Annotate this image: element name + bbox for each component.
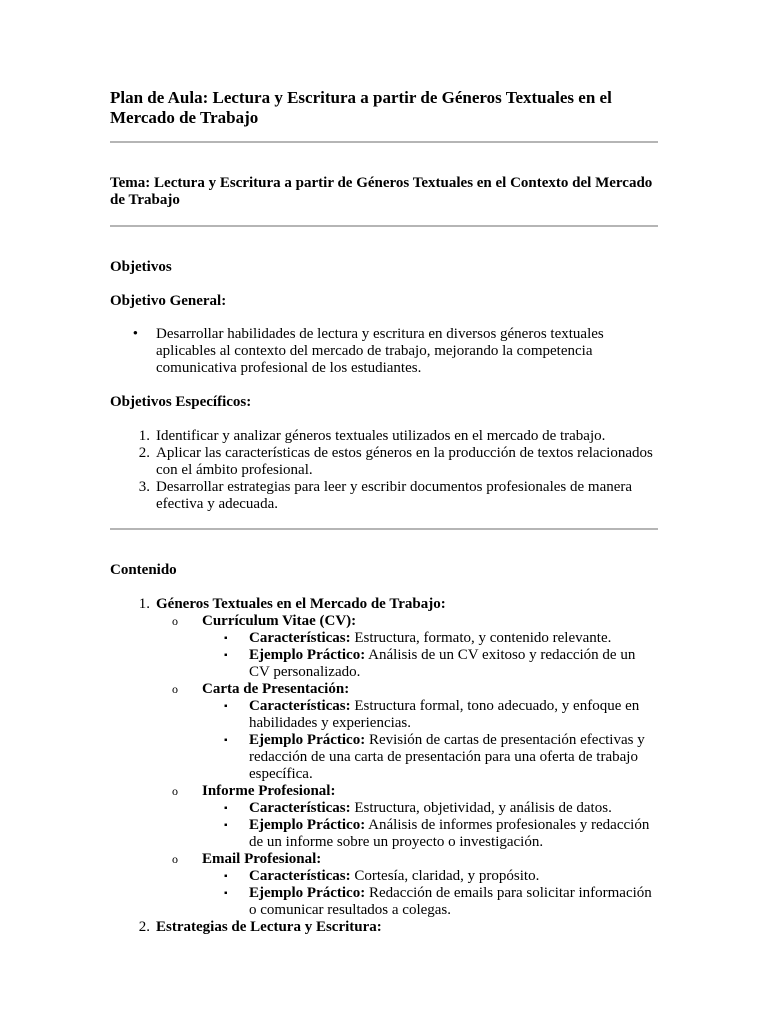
document-title: Plan de Aula: Lectura y Escritura a partir de Géneros Textuales en el Mercado de Trabajo <box>110 88 612 127</box>
genero-item <box>110 783 658 800</box>
detail-item <box>110 800 658 817</box>
detail-label: Ejemplo Práctico: <box>249 647 366 663</box>
square-bullet-icon: ▪ <box>224 633 228 644</box>
circle-bullet-icon: o <box>172 614 178 628</box>
genero-item <box>110 613 658 630</box>
objetivo-general-list <box>110 326 658 377</box>
detail-item <box>110 630 658 647</box>
list-item-text: Desarrollar habilidades de lectura y escritura en diversos géneros textuales aplicables al contexto del mercado de trabajo, mejorando la competencia comunicativa profesional de los estudiantes. <box>156 326 604 376</box>
bullet-marker: • <box>132 326 138 342</box>
detail-text: Redacción de emails para solicitar información o comunicar resultados a colegas. <box>249 885 652 918</box>
list-item <box>110 428 658 445</box>
detail-label: Ejemplo Práctico: <box>249 817 366 833</box>
detail-label: Ejemplo Práctico: <box>249 885 366 901</box>
detail-text: Estructura formal, tono adecuado, y enfoque en habilidades y experiencias. <box>249 698 640 731</box>
genero-label: Email Profesional: <box>202 851 322 867</box>
detail-label: Ejemplo Práctico: <box>249 732 366 748</box>
genero-item <box>110 851 658 868</box>
list-item-text: Desarrollar estrategias para leer y escribir documentos profesionales de manera efectiva y adecuada. <box>156 479 633 512</box>
list-item <box>110 919 658 936</box>
detail-text: Revisión de cartas de presentación efectivas y redacción de una carta de presentación para una oferta de trabajo específica. <box>249 732 645 782</box>
list-item-label: Estrategias de Lectura y Escritura: <box>156 919 382 935</box>
objetivos-especificos-heading: Objetivos Específicos: <box>110 394 252 410</box>
list-item <box>110 479 658 513</box>
circle-bullet-icon: o <box>172 852 178 866</box>
detail-label: Características: <box>249 698 351 714</box>
genero-label: Currículum Vitae (CV): <box>202 613 357 629</box>
list-item <box>110 445 658 479</box>
list-number: 1. <box>138 596 150 612</box>
detail-item <box>110 885 658 919</box>
circle-bullet-icon: o <box>172 682 178 696</box>
detail-label: Características: <box>249 868 351 884</box>
contenido-list <box>110 596 658 936</box>
genero-label: Carta de Presentación: <box>202 681 350 697</box>
circle-bullet-icon: o <box>172 784 178 798</box>
detail-text: Estructura, formato, y contenido relevante. <box>354 630 612 646</box>
detail-item <box>110 698 658 732</box>
list-number: 1. <box>138 428 150 444</box>
list-item <box>110 596 658 613</box>
detail-label: Características: <box>249 630 351 646</box>
square-bullet-icon: ▪ <box>224 803 228 814</box>
divider <box>110 528 658 530</box>
square-bullet-icon: ▪ <box>224 735 228 746</box>
list-item <box>110 326 658 377</box>
list-number: 2. <box>138 919 150 935</box>
square-bullet-icon: ▪ <box>224 701 228 712</box>
genero-label: Informe Profesional: <box>202 783 336 799</box>
detail-item <box>110 647 658 681</box>
square-bullet-icon: ▪ <box>224 820 228 831</box>
detail-label: Características: <box>249 800 351 816</box>
square-bullet-icon: ▪ <box>224 888 228 899</box>
list-number: 3. <box>138 479 150 495</box>
detail-text: Estructura, objetividad, y análisis de datos. <box>354 800 612 816</box>
objetivos-heading: Objetivos <box>110 259 172 275</box>
genero-item <box>110 681 658 698</box>
detail-item <box>110 817 658 851</box>
square-bullet-icon: ▪ <box>224 871 228 882</box>
tema-heading: Tema: Lectura y Escritura a partir de Géneros Textuales en el Contexto del Mercado de Trabajo <box>110 175 653 208</box>
divider <box>110 141 658 143</box>
detail-text: Análisis de un CV exitoso y redacción de un CV personalizado. <box>249 647 636 680</box>
divider <box>110 225 658 227</box>
list-number: 2. <box>138 445 150 461</box>
objetivos-especificos-list <box>110 428 658 513</box>
detail-text: Cortesía, claridad, y propósito. <box>354 868 540 884</box>
list-item-label: Géneros Textuales en el Mercado de Trabajo: <box>156 596 446 612</box>
detail-item <box>110 732 658 783</box>
objetivo-general-heading: Objetivo General: <box>110 293 227 309</box>
list-item-text: Aplicar las características de estos géneros en la producción de textos relacionados con el ámbito profesional. <box>156 445 653 478</box>
detail-item <box>110 868 658 885</box>
contenido-heading: Contenido <box>110 562 177 578</box>
detail-text: Análisis de informes profesionales y redacción de un informe sobre un proyecto o investigación. <box>249 817 650 850</box>
square-bullet-icon: ▪ <box>224 650 228 661</box>
list-item-text: Identificar y analizar géneros textuales utilizados en el mercado de trabajo. <box>156 428 606 444</box>
